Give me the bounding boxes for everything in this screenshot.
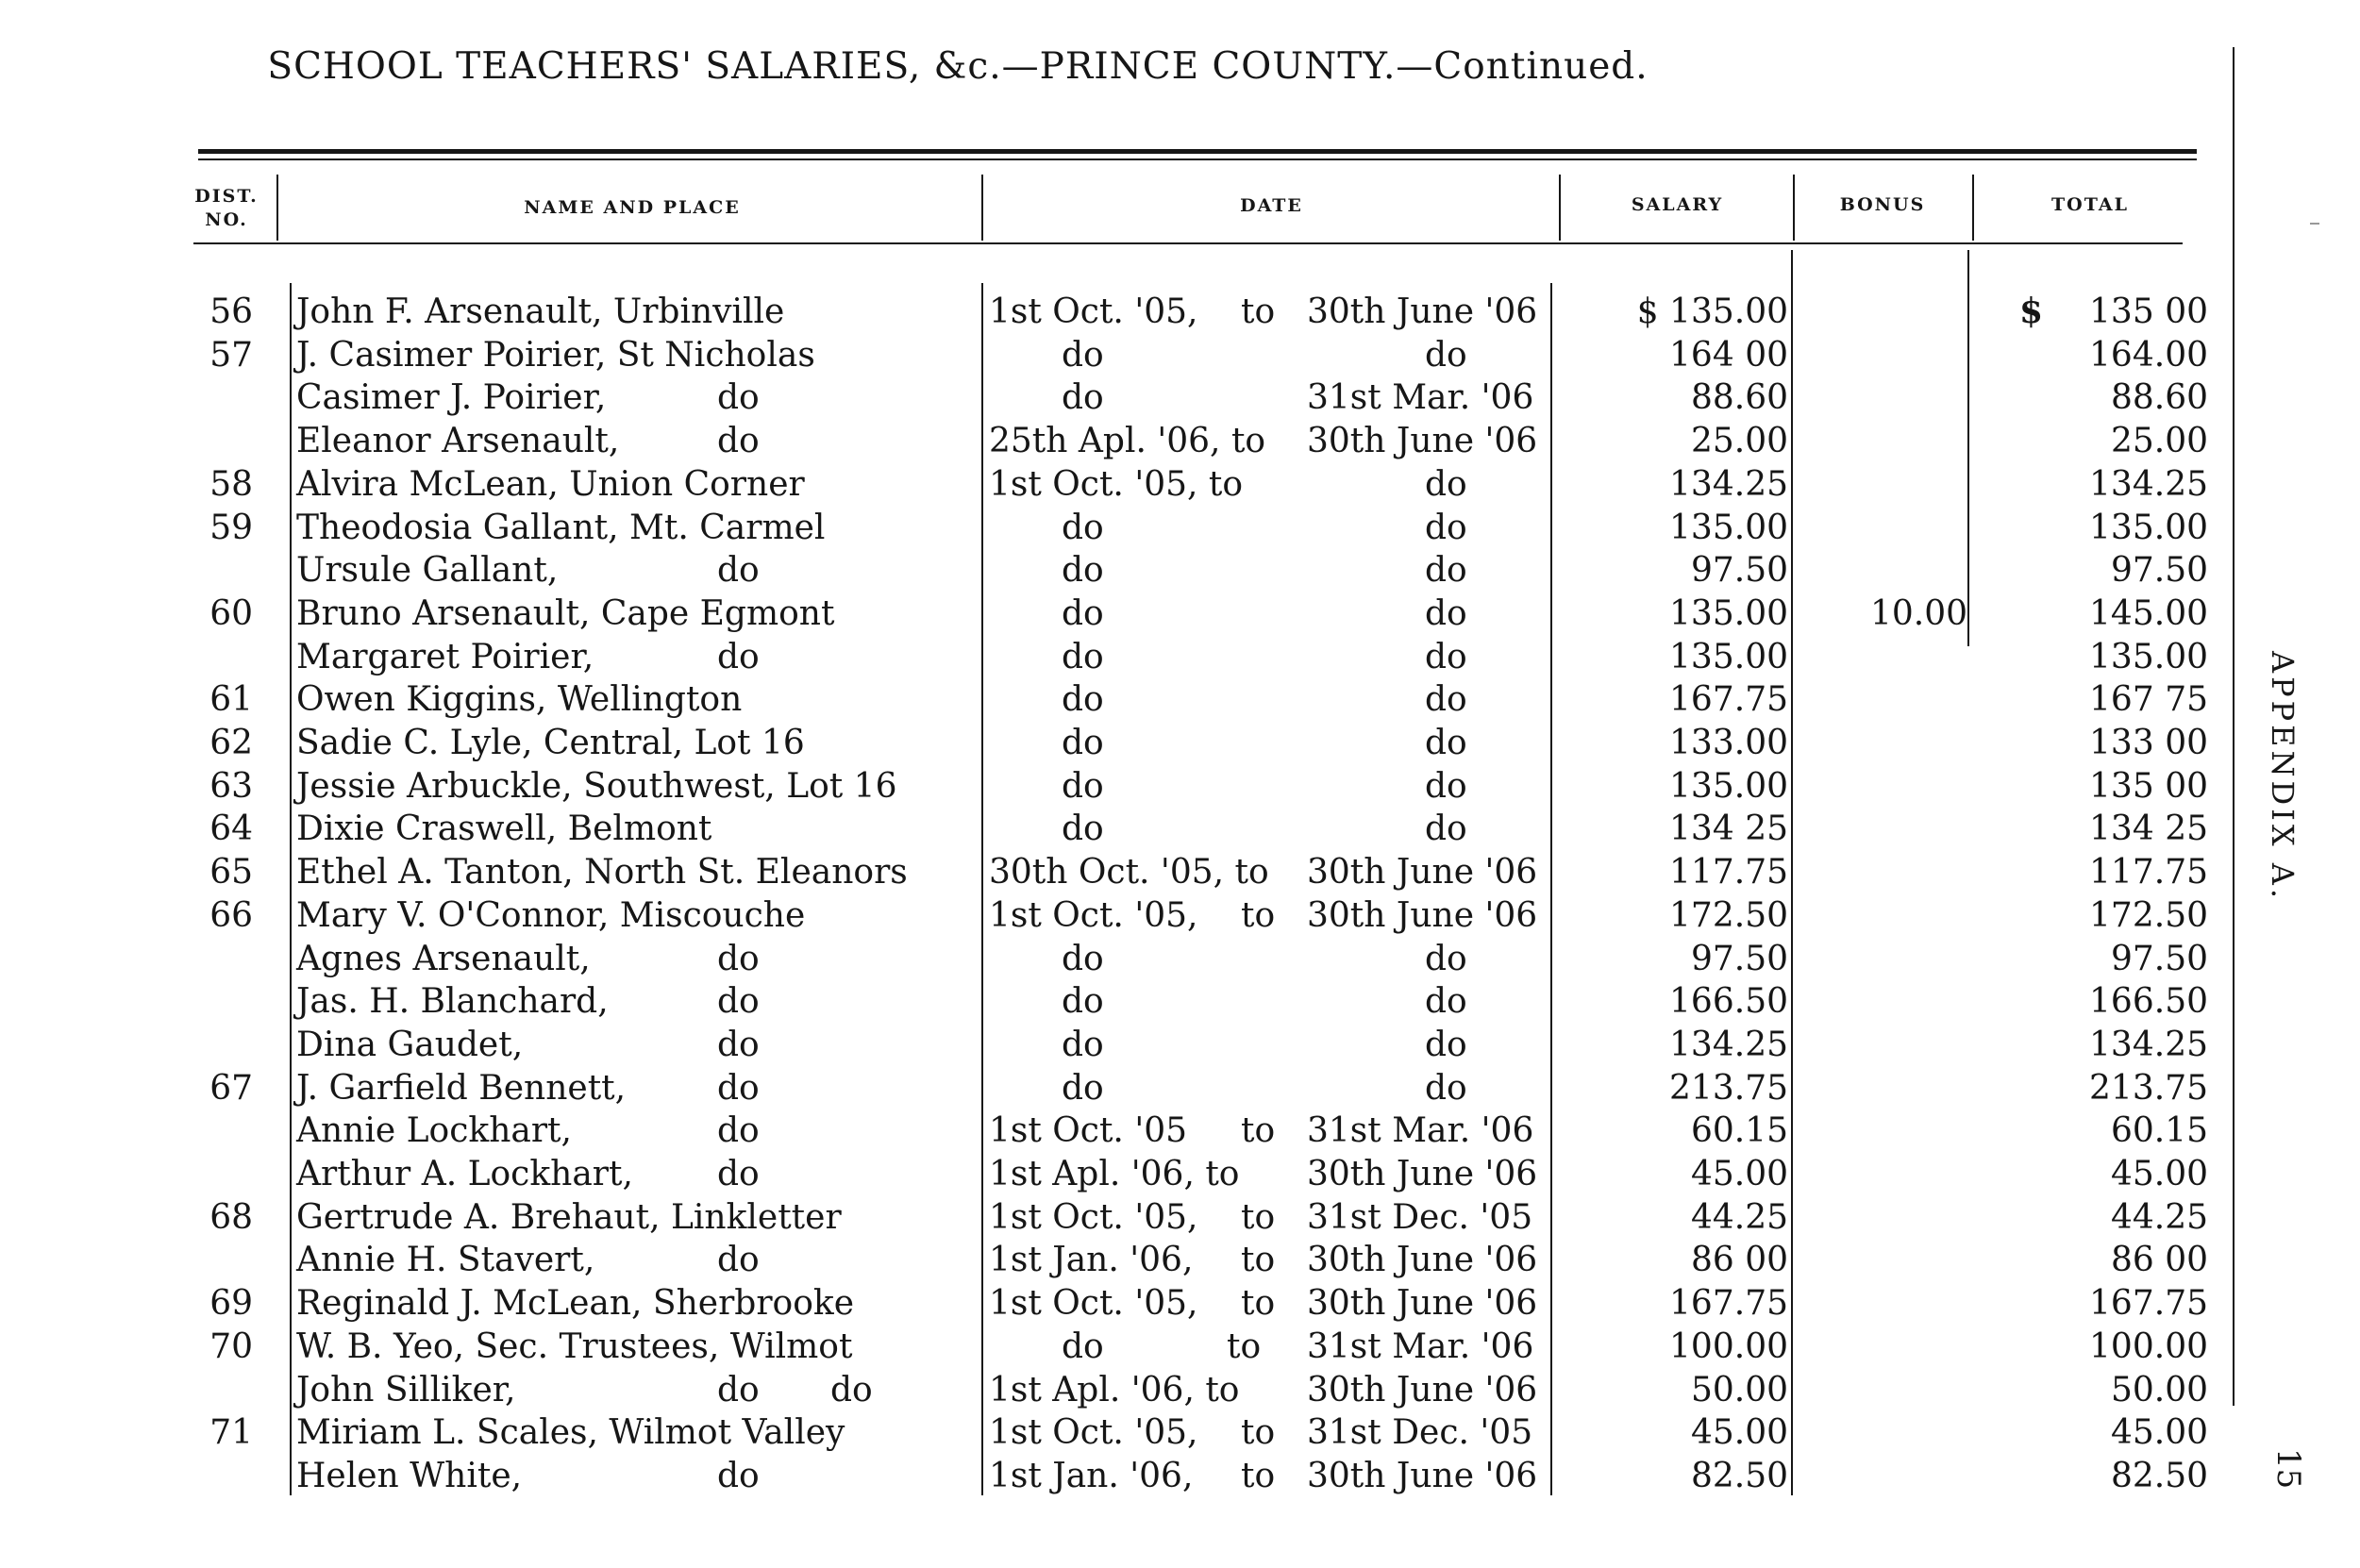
name-cell: Margaret Poirier, — [296, 638, 594, 676]
place-ditto-cell: do — [717, 1069, 760, 1108]
dist-no-cell: 59 — [209, 509, 253, 547]
name-cell: Annie H. Stavert, — [296, 1241, 595, 1279]
date-to-cell: to — [1241, 1457, 1276, 1495]
salary-cell: 135.00 — [1669, 509, 1788, 547]
total-cell: 172.50 — [2089, 896, 2208, 935]
date-end-cell: 30th June '06 — [1307, 1284, 1538, 1323]
name-cell: Sadie C. Lyle, Central, Lot 16 — [296, 724, 805, 762]
total-cell: 25.00 — [2110, 422, 2208, 460]
name-cell: Gertrude A. Brehaut, Linkletter — [296, 1198, 842, 1237]
name-cell: Agnes Arsenault, — [296, 940, 591, 978]
salary-cell: 135.00 — [1669, 638, 1788, 676]
salary-cell: 97.50 — [1690, 551, 1788, 590]
body-column-rule — [1967, 250, 1969, 646]
name-cell: Alvira McLean, Union Corner — [296, 465, 805, 504]
name-cell: Jessie Arbuckle, Southwest, Lot 16 — [296, 767, 897, 806]
dist-no-cell — [179, 420, 253, 462]
column-header-total: TOTAL — [2051, 194, 2129, 215]
date-to-cell: to — [1227, 1327, 1262, 1366]
total-cell: 167 75 — [2089, 680, 2208, 719]
name-cell: J. Casimer Poirier, St Nicholas — [296, 336, 815, 375]
total-cell: 134.25 — [2089, 1026, 2208, 1064]
total-cell: 164.00 — [2089, 336, 2208, 375]
dist-no-cell — [179, 1239, 253, 1281]
date-start-cell: do — [1062, 809, 1104, 848]
date-end-cell: do — [1425, 982, 1467, 1021]
salary-cell: 50.00 — [1690, 1371, 1788, 1410]
total-cell: 135.00 — [2089, 509, 2208, 547]
name-cell: Annie Lockhart, — [296, 1111, 572, 1150]
name-cell: John F. Arsenault, Urbinville — [296, 292, 785, 331]
salary-cell: 45.00 — [1690, 1413, 1788, 1452]
salary-cell: 97.50 — [1690, 940, 1788, 978]
total-cell: 133 00 — [2089, 724, 2208, 762]
place-ditto-cell: do — [717, 638, 760, 676]
name-cell: Dixie Craswell, Belmont — [296, 809, 712, 848]
place-ditto-cell: do — [717, 982, 760, 1021]
date-end-cell: 30th June '06 — [1307, 292, 1538, 331]
name-cell: Owen Kiggins, Wellington — [296, 680, 743, 719]
total-cell: 45.00 — [2110, 1413, 2208, 1452]
salary-cell: 166.50 — [1669, 982, 1788, 1021]
total-cell: 60.15 — [2110, 1111, 2208, 1150]
date-end-cell: 30th June '06 — [1307, 853, 1538, 892]
salary-cell: 100.00 — [1669, 1327, 1788, 1366]
bonus-cell: 10.00 — [1869, 594, 1967, 633]
dist-header-line1: DIST. — [194, 186, 259, 207]
date-end-cell: 31st Mar. '06 — [1307, 1111, 1534, 1150]
total-currency-symbol: $ — [2019, 292, 2044, 331]
header-separator — [981, 175, 983, 241]
date-start-cell: do — [1062, 940, 1104, 978]
date-start-cell: do — [1062, 680, 1104, 719]
date-end-cell: 30th June '06 — [1307, 1155, 1538, 1193]
date-end-cell: do — [1425, 509, 1467, 547]
salary-cell: 135.00 — [1669, 767, 1788, 806]
total-cell: 44.25 — [2110, 1198, 2208, 1237]
date-start-cell: do — [1062, 638, 1104, 676]
date-start-cell: 1st Jan. '06, — [989, 1457, 1194, 1495]
place-ditto-cell: do — [717, 422, 760, 460]
date-to-cell: to — [1241, 1111, 1276, 1150]
date-end-cell: do — [1425, 724, 1467, 762]
date-start-cell: do — [1062, 594, 1104, 633]
total-cell: 134 25 — [2089, 809, 2208, 848]
dist-no-cell — [179, 1024, 253, 1066]
name-cell: Reginald J. McLean, Sherbrooke — [296, 1284, 854, 1323]
date-start-cell: do — [1062, 1026, 1104, 1064]
name-cell: Dina Gaudet, — [296, 1026, 524, 1064]
dist-no-cell — [179, 980, 253, 1023]
name-cell: Ethel A. Tanton, North St. Eleanors — [296, 853, 908, 892]
column-header-date: DATE — [1240, 195, 1303, 216]
total-cell: 135 00 — [2089, 767, 2208, 806]
date-start-cell: 25th Apl. '06, to — [989, 422, 1266, 460]
date-start-cell: 1st Apl. '06, to — [989, 1155, 1240, 1193]
salary-cell: 60.15 — [1690, 1111, 1788, 1150]
dist-no-cell: 66 — [209, 896, 253, 935]
name-cell: J. Garfield Bennett, — [296, 1069, 627, 1108]
dist-no-cell — [179, 1369, 253, 1411]
date-end-cell: 31st Dec. '05 — [1307, 1413, 1533, 1452]
salary-cell: 172.50 — [1669, 896, 1788, 935]
place-ditto-cell: do — [717, 1026, 760, 1064]
date-start-cell: 1st Oct. '05, — [989, 896, 1198, 935]
total-cell: 88.60 — [2110, 378, 2208, 417]
salary-cell: 44.25 — [1690, 1198, 1788, 1237]
salary-cell: 88.60 — [1690, 378, 1788, 417]
name-cell: Ursule Gallant, — [296, 551, 559, 590]
date-end-cell: do — [1425, 465, 1467, 504]
date-end-cell: 30th June '06 — [1307, 422, 1538, 460]
salary-cell: 45.00 — [1690, 1155, 1788, 1193]
salary-cell: 135.00 — [1669, 594, 1788, 633]
total-cell: 134.25 — [2089, 465, 2208, 504]
column-header-salary: SALARY — [1631, 194, 1724, 215]
date-start-cell: do — [1062, 1327, 1104, 1366]
date-end-cell: do — [1425, 809, 1467, 848]
salary-cell: 167.75 — [1669, 1284, 1788, 1323]
date-end-cell: 30th June '06 — [1307, 1371, 1538, 1410]
total-cell: 166.50 — [2089, 982, 2208, 1021]
dist-no-cell: 67 — [209, 1069, 253, 1108]
total-cell: 167.75 — [2089, 1284, 2208, 1323]
date-end-cell: do — [1425, 767, 1467, 806]
dist-no-cell: 58 — [209, 465, 253, 504]
date-end-cell: do — [1425, 680, 1467, 719]
dist-no-cell: 68 — [209, 1198, 253, 1237]
dist-no-cell — [179, 938, 253, 980]
date-start-cell: 1st Oct. '05, — [989, 1198, 1198, 1237]
dist-no-cell: 57 — [209, 336, 253, 375]
dist-no-cell: 64 — [209, 809, 253, 848]
date-to-cell: to — [1241, 1413, 1276, 1452]
date-start-cell: do — [1062, 767, 1104, 806]
column-header-dist — [184, 185, 269, 232]
date-end-cell: 31st Mar. '06 — [1307, 1327, 1534, 1366]
date-end-cell: 30th June '06 — [1307, 1457, 1538, 1495]
place-ditto-cell: do — [717, 1241, 760, 1279]
date-end-cell: 31st Mar. '06 — [1307, 378, 1534, 417]
salary-cell: 167.75 — [1669, 680, 1788, 719]
date-to-cell: to — [1241, 1241, 1276, 1279]
date-start-cell: 1st Oct. '05, — [989, 292, 1198, 331]
header-separator — [276, 175, 278, 241]
date-end-cell: do — [1425, 1026, 1467, 1064]
date-start-cell: do — [1062, 982, 1104, 1021]
place-ditto-cell: do — [830, 1371, 873, 1410]
total-cell: 97.50 — [2110, 551, 2208, 590]
salary-cell: $ 135.00 — [1636, 292, 1788, 331]
column-header-name: NAME AND PLACE — [524, 197, 741, 218]
salary-cell: 134 25 — [1669, 809, 1788, 848]
name-cell: W. B. Yeo, Sec. Trustees, Wilmot — [296, 1327, 853, 1366]
dist-no-cell: 65 — [209, 853, 253, 892]
total-cell: 117.75 — [2089, 853, 2208, 892]
date-start-cell: do — [1062, 724, 1104, 762]
salary-cell: 86 00 — [1690, 1241, 1788, 1279]
date-start-cell: do — [1062, 378, 1104, 417]
place-ditto-cell: do — [717, 551, 760, 590]
date-start-cell: 1st Oct. '05, — [989, 1284, 1198, 1323]
dist-no-cell — [179, 1153, 253, 1195]
page-title: SCHOOL TEACHERS' SALARIES, &c.—PRINCE COUNTY.—Continued. — [267, 45, 1649, 88]
dist-no-cell — [179, 1109, 253, 1152]
place-ditto-cell: do — [717, 1457, 760, 1495]
date-end-cell: do — [1425, 940, 1467, 978]
body-column-rule — [290, 283, 292, 1495]
date-end-cell: do — [1425, 594, 1467, 633]
date-start-cell: do — [1062, 509, 1104, 547]
margin-mark — [2310, 223, 2319, 225]
place-ditto-cell: do — [717, 1111, 760, 1150]
date-end-cell: do — [1425, 336, 1467, 375]
dist-no-cell: 70 — [209, 1327, 253, 1366]
total-cell: 135.00 — [2089, 638, 2208, 676]
place-ditto-cell: do — [717, 940, 760, 978]
total-cell: 135 00 — [2089, 292, 2208, 331]
total-cell: 86 00 — [2110, 1241, 2208, 1279]
name-cell: Theodosia Gallant, Mt. Carmel — [296, 509, 826, 547]
name-cell: John Silliker, — [296, 1371, 516, 1410]
dist-no-cell: 62 — [209, 724, 253, 762]
date-start-cell: 1st Oct. '05, — [989, 1413, 1198, 1452]
name-cell: Bruno Arsenault, Cape Egmont — [296, 594, 835, 633]
total-cell: 145.00 — [2089, 594, 2208, 633]
date-end-cell: 30th June '06 — [1307, 896, 1538, 935]
total-cell: 97.50 — [2110, 940, 2208, 978]
date-to-cell: to — [1241, 1198, 1276, 1237]
name-cell: Helen White, — [296, 1457, 523, 1495]
salary-cell: 25.00 — [1690, 422, 1788, 460]
date-end-cell: 30th June '06 — [1307, 1241, 1538, 1279]
place-ditto-cell: do — [717, 378, 760, 417]
body-column-rule — [981, 283, 983, 1495]
dist-no-cell: 60 — [209, 594, 253, 633]
date-start-cell: 30th Oct. '05, to — [989, 853, 1269, 892]
date-to-cell: to — [1241, 1284, 1276, 1323]
date-end-cell: 31st Dec. '05 — [1307, 1198, 1533, 1237]
name-cell: Jas. H. Blanchard, — [296, 982, 609, 1021]
salary-cell: 117.75 — [1669, 853, 1788, 892]
dist-no-cell — [179, 1455, 253, 1497]
page-number: 15 — [2269, 1448, 2307, 1490]
salary-cell: 134.25 — [1669, 1026, 1788, 1064]
date-start-cell: 1st Jan. '06, — [989, 1241, 1194, 1279]
header-rule-bottom — [198, 158, 2197, 160]
name-cell: Casimer J. Poirier, — [296, 378, 607, 417]
salary-cell: 134.25 — [1669, 465, 1788, 504]
date-to-cell: to — [1241, 896, 1276, 935]
dist-no-cell: 56 — [209, 292, 253, 331]
header-separator — [1793, 175, 1795, 241]
dist-no-cell — [179, 376, 253, 419]
date-start-cell: 1st Apl. '06, to — [989, 1371, 1240, 1410]
salary-cell: 213.75 — [1669, 1069, 1788, 1108]
dist-no-cell: 63 — [209, 767, 253, 806]
name-cell: Eleanor Arsenault, — [296, 422, 620, 460]
date-start-cell: do — [1062, 1069, 1104, 1108]
name-cell: Arthur A. Lockhart, — [296, 1155, 633, 1193]
date-start-cell: do — [1062, 336, 1104, 375]
total-cell: 100.00 — [2089, 1327, 2208, 1366]
header-separator — [1559, 175, 1561, 241]
date-end-cell: do — [1425, 638, 1467, 676]
date-end-cell: do — [1425, 551, 1467, 590]
header-rule-top — [198, 149, 2197, 154]
salary-cell: 82.50 — [1690, 1457, 1788, 1495]
salary-cell: 133.00 — [1669, 724, 1788, 762]
header-separator — [1972, 175, 1974, 241]
date-to-cell: to — [1241, 292, 1276, 331]
date-start-cell: 1st Oct. '05, to — [989, 465, 1244, 504]
total-cell: 213.75 — [2089, 1069, 2208, 1108]
right-margin-rule — [2233, 47, 2234, 1406]
dist-no-cell — [179, 549, 253, 592]
dist-no-cell: 71 — [209, 1413, 253, 1452]
date-end-cell: do — [1425, 1069, 1467, 1108]
name-cell: Mary V. O'Connor, Miscouche — [296, 896, 806, 935]
dist-header-line2: NO. — [205, 209, 248, 230]
date-start-cell: do — [1062, 551, 1104, 590]
total-cell: 45.00 — [2110, 1155, 2208, 1193]
place-ditto-cell: do — [717, 1371, 760, 1410]
total-cell: 82.50 — [2110, 1457, 2208, 1495]
name-cell: Miriam L. Scales, Wilmot Valley — [296, 1413, 845, 1452]
appendix-label: APPENDIX A. — [2265, 651, 2301, 903]
body-column-rule — [1791, 250, 1793, 1495]
total-cell: 50.00 — [2110, 1371, 2208, 1410]
column-header-bonus: BONUS — [1839, 194, 1926, 215]
dist-no-cell: 69 — [209, 1284, 253, 1323]
salary-cell: 164 00 — [1669, 336, 1788, 375]
dist-no-cell: 61 — [209, 680, 253, 719]
header-underline — [193, 242, 2183, 244]
date-start-cell: 1st Oct. '05 — [989, 1111, 1188, 1150]
place-ditto-cell: do — [717, 1155, 760, 1193]
dist-no-cell — [179, 636, 253, 678]
